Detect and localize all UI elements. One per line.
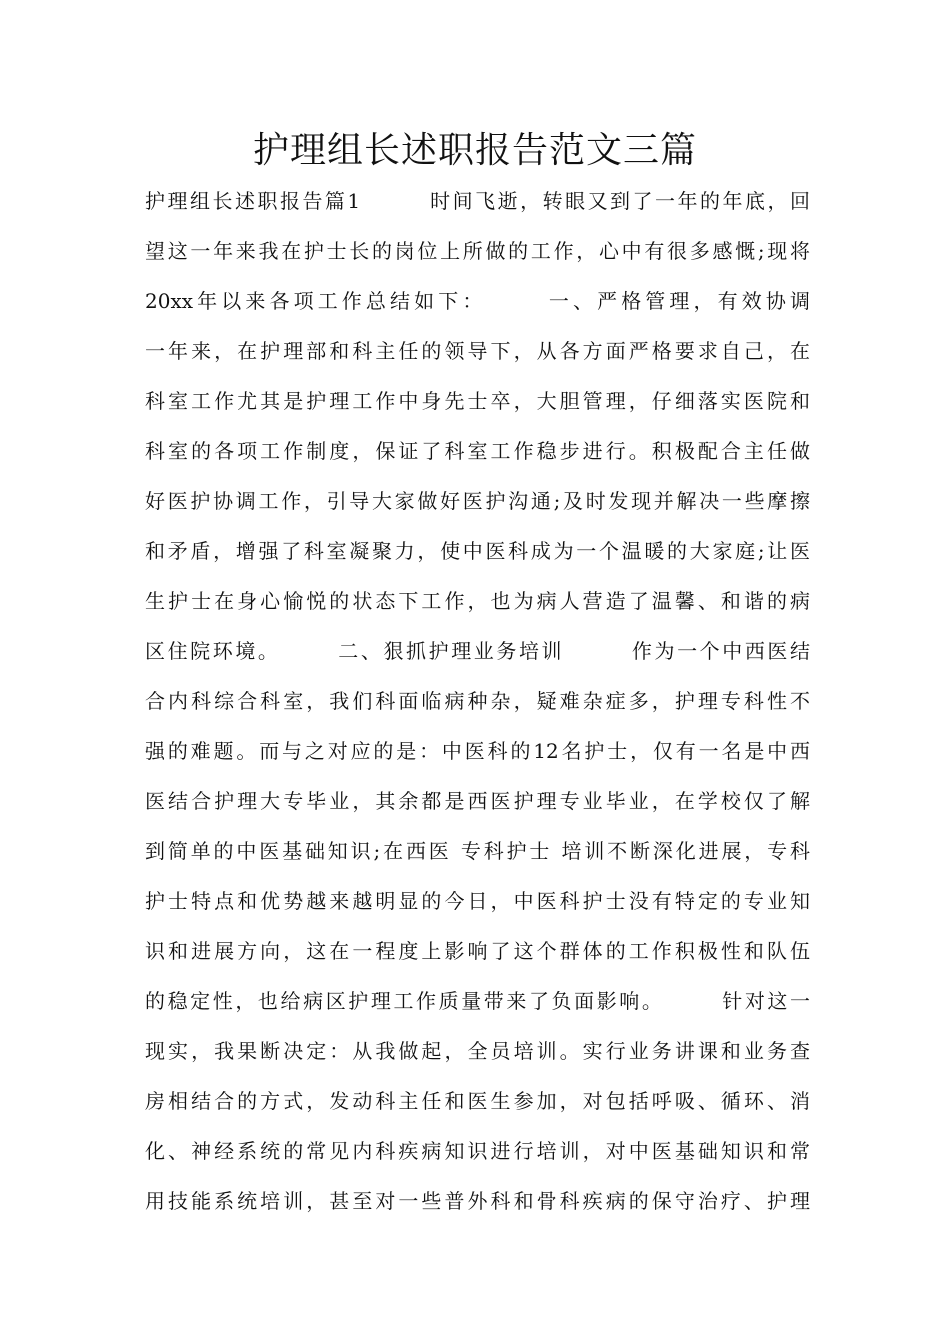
document-title: 护理组长述职报告范文三篇 xyxy=(252,130,697,171)
body-line: 生护士在身心愉悦的状态下工作，也为病人营造了温馨、和谐的病 xyxy=(145,589,810,613)
document-body xyxy=(145,176,810,1226)
body-line: 护士特点和优势越来越明显的今日，中医科护士没有特定的专业知 xyxy=(145,889,810,913)
body-line: 望这一年来我在护士长的岗位上所做的工作，心中有很多感慨;现将 xyxy=(145,239,810,263)
body-line: 区住院环境。 二、狠抓护理业务培训 作为一个中西医结 xyxy=(145,639,810,663)
body-line: 化、神经系统的常见内科疾病知识进行培训，对中医基础知识和常 xyxy=(145,1139,810,1163)
body-line: 科室的各项工作制度，保证了科室工作稳步进行。积极配合主任做 xyxy=(145,439,810,463)
body-line: 用技能系统培训，甚至对一些普外科和骨科疾病的保守治疗、护理 xyxy=(145,1189,810,1213)
body-line: 强的难题。而与之对应的是：中医科的12名护士，仅有一名是中西 xyxy=(145,739,810,763)
body-line: 房相结合的方式，发动科主任和医生参加，对包括呼吸、循环、消 xyxy=(145,1089,810,1113)
body-line: 好医护协调工作，引导大家做好医护沟通;及时发现并解决一些摩擦 xyxy=(145,489,810,513)
body-line: 现实，我果断决定：从我做起，全员培训。实行业务讲课和业务查 xyxy=(145,1039,810,1063)
body-line: 一年来，在护理部和科主任的领导下，从各方面严格要求自己，在 xyxy=(145,339,810,363)
body-line: 医结合护理大专毕业，其余都是西医护理专业毕业，在学校仅了解 xyxy=(145,789,810,813)
body-line: 的稳定性，也给病区护理工作质量带来了负面影响。 针对这一 xyxy=(145,989,810,1013)
body-line: 科室工作尤其是护理工作中身先士卒，大胆管理，仔细落实医院和 xyxy=(145,389,810,413)
body-line: 识和进展方向，这在一程度上影响了这个群体的工作积极性和队伍 xyxy=(145,939,810,963)
body-line: 和矛盾，增强了科室凝聚力，使中医科成为一个温暖的大家庭;让医 xyxy=(145,539,810,563)
body-line: 到简单的中医基础知识;在西医 专科护士 培训不断深化进展，专科 xyxy=(145,839,810,863)
body-line: 合内科综合科室，我们科面临病种杂，疑难杂症多，护理专科性不 xyxy=(145,689,810,713)
body-line: 20xx年以来各项工作总结如下： 一、严格管理，有效协调 xyxy=(145,289,810,313)
body-line: 护理组长述职报告篇1 时间飞逝，转眼又到了一年的年底，回 xyxy=(145,189,810,213)
